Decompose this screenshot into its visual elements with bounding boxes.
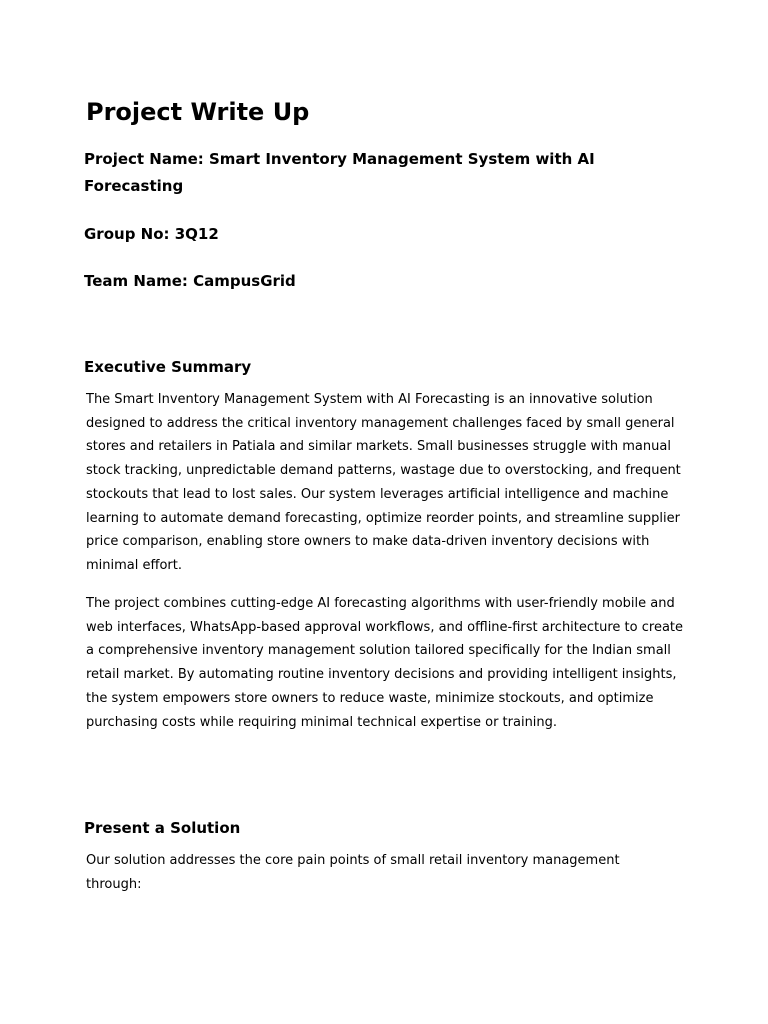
present-solution-heading: Present a Solution (84, 819, 241, 837)
team-name: Team Name: CampusGrid (84, 272, 296, 290)
executive-summary-heading: Executive Summary (84, 358, 252, 376)
present-solution-paragraph: Our solution addresses the core pain points of small retail inventory management through: (86, 853, 620, 892)
executive-summary-paragraph-2: The project combines cutting-edge AI forecasting algorithms with user-friendly mobile and web interfaces, WhatsApp-based approval workflows, and offline-first architecture to create a comprehensive inventory management solution tailored specifically for the Indian small retail market. By automating routine inventory decisions and providing intelligent insights, the system empowers store owners to reduce waste, minimize stockouts, and optimize purchasing costs while requiring minimal technical expertise or training. (86, 596, 684, 730)
executive-summary-paragraph-1: The Smart Inventory Management System with AI Forecasting is an innovative solution designed to address the critical inventory management challenges faced by small general stores and retailers in Patiala and similar markets. Small businesses struggle with manual stock tracking, unpredictable demand patterns, wastage due to overstocking, and frequent stockouts that lead to lost sales. Our system leverages artificial intelligence and machine learning to automate demand forecasting, optimize reorder points, and streamline supplier price comparison, enabling store owners to make data-driven inventory decisions with minimal effort. (86, 392, 681, 573)
group-number: Group No: 3Q12 (84, 225, 219, 243)
project-name: Project Name: Smart Inventory Management System with AI Forecasting (84, 150, 595, 195)
document-title: Project Write Up (86, 98, 310, 126)
